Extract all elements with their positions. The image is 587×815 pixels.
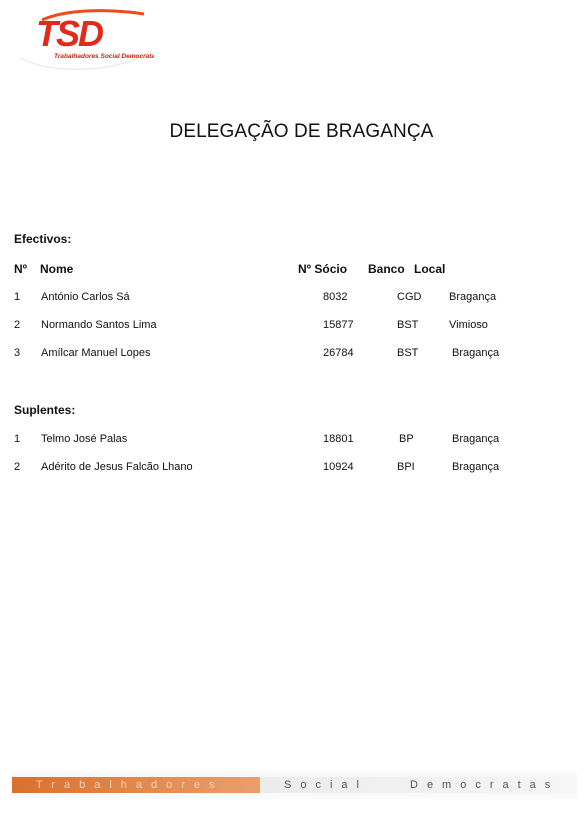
row-socio: 26784: [323, 347, 354, 359]
row-socio: 18801: [323, 433, 354, 445]
row-num: 1: [14, 291, 21, 303]
row-banco: BST: [397, 319, 419, 331]
row-banco: BPI: [397, 461, 415, 473]
row-banco: BP: [399, 433, 414, 445]
efectivos-heading: Efectivos:: [14, 232, 72, 246]
col-num-header: Nº: [14, 262, 28, 276]
tsd-logo-graphic: [14, 6, 154, 70]
footer-word-democratas: Democratas: [410, 779, 560, 791]
row-local: Bragança: [452, 433, 500, 445]
row-banco: BST: [397, 347, 419, 359]
footer-banner: [12, 769, 577, 802]
col-local-header: Local: [414, 262, 446, 276]
row-socio: 8032: [323, 291, 348, 303]
col-name-header: Nome: [40, 262, 74, 276]
row-name: Adérito de Jesus Falcão Lhano: [41, 461, 193, 473]
row-num: 3: [14, 347, 21, 359]
tsd-logo-mark: TSD: [36, 13, 102, 54]
row-socio: 15877: [323, 319, 354, 331]
page-title: DELEGAÇÃO DE BRAGANÇA: [169, 121, 434, 142]
col-banco-header: Banco: [368, 262, 405, 276]
row-name: Amílcar Manuel Lopes: [41, 347, 151, 359]
row-num: 2: [14, 319, 21, 331]
tsd-logo-tagline: Trabalhadores Social Democratas: [54, 53, 154, 60]
row-num: 2: [14, 461, 21, 473]
row-socio: 10924: [323, 461, 354, 473]
tsd-logo: [14, 6, 154, 70]
row-local: Bragança: [452, 347, 500, 359]
row-local: Bragança: [452, 461, 500, 473]
suplentes-heading: Suplentes:: [14, 403, 76, 417]
row-banco: CGD: [397, 291, 422, 303]
footer-word-trabalhadores: Trabalhadores: [36, 779, 224, 791]
row-name: António Carlos Sá: [41, 291, 130, 303]
row-name: Telmo José Palas: [41, 433, 128, 445]
col-socio-header: Nº Sócio: [298, 262, 348, 276]
row-local: Bragança: [449, 291, 497, 303]
row-name: Normando Santos Lima: [41, 319, 157, 331]
row-local: Vimioso: [449, 319, 488, 331]
footer-word-social: Social: [284, 779, 368, 791]
row-num: 1: [14, 433, 21, 445]
